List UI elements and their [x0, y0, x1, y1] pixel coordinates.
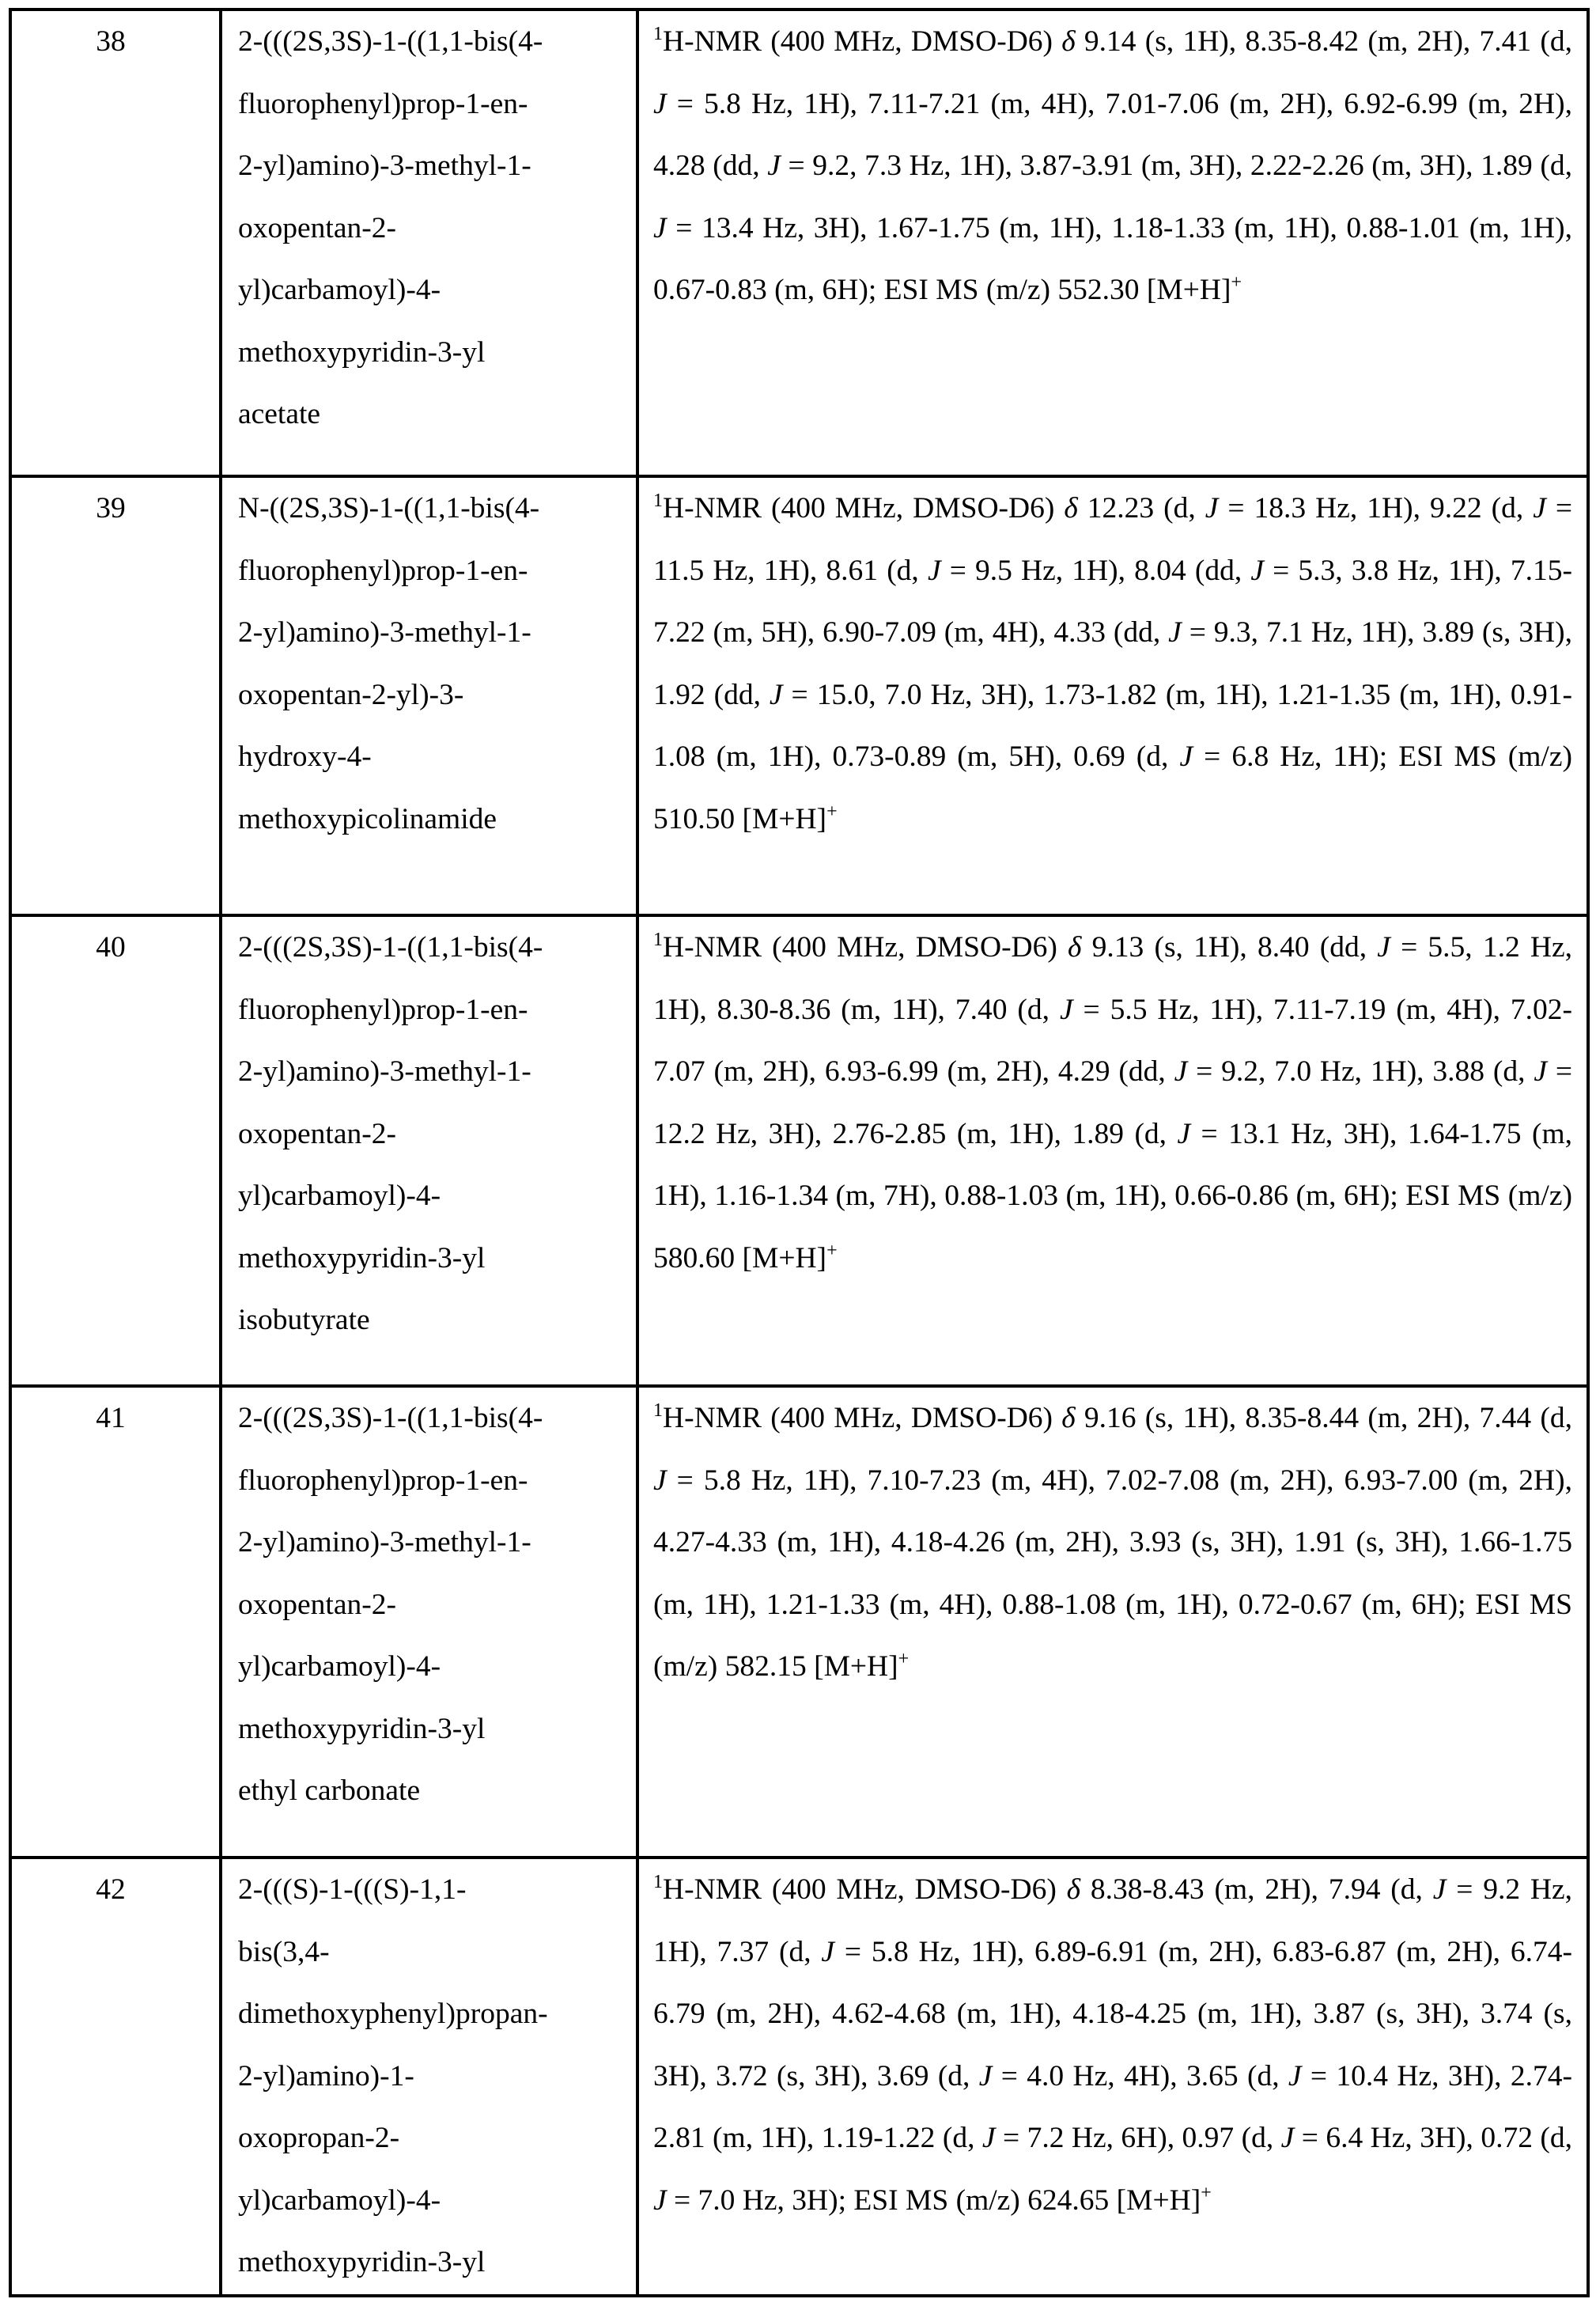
- compound-name-line: 2-yl)amino)-1-: [238, 2059, 414, 2092]
- compound-name-cell: [221, 9, 637, 476]
- compound-name-cell: [221, 1386, 637, 1858]
- coupling-constant-symbol: J: [1280, 2122, 1295, 2154]
- coupling-constant-symbol: J: [653, 211, 667, 244]
- compound-name-line: yl)carbamoyl)-4-: [238, 1180, 441, 1212]
- table-row: [10, 915, 1588, 1386]
- isotope-superscript: 1: [653, 24, 663, 44]
- coupling-constant-symbol: J: [767, 150, 781, 182]
- nmr-prefix: H-NMR (400 MHz, DMSO-D6): [663, 1873, 1067, 1906]
- compound-number: 38: [96, 25, 126, 58]
- nmr-ms-data-cell: [637, 9, 1588, 476]
- table-row: [10, 1858, 1588, 2296]
- compound-name-line: acetate: [238, 398, 321, 430]
- compound-name-line: hydroxy-4-: [238, 740, 372, 773]
- coupling-constant-symbol: J: [978, 2059, 993, 2092]
- compound-name-line: methoxypyridin-3-yl: [238, 335, 486, 369]
- coupling-constant-symbol: J: [1250, 554, 1264, 587]
- compound-number-cell: [10, 1386, 221, 1858]
- compound-name-line: 2-yl)amino)-3-methyl-1-: [238, 150, 531, 182]
- compound-name-line: 2-(((2S,3S)-1-((1,1-bis(4-: [238, 1402, 543, 1434]
- compound-name-line: oxopropan-2-: [238, 2122, 400, 2154]
- coupling-constant-symbol: J: [821, 1935, 835, 1968]
- nmr-ms-data-cell: [637, 476, 1588, 915]
- table-row: [10, 476, 1588, 915]
- compound-name-line: fluorophenyl)prop-1-en-: [238, 993, 528, 1026]
- coupling-constant-symbol: J: [769, 678, 783, 711]
- compound-name-line: methoxypyridin-3-yl: [238, 1241, 486, 1274]
- coupling-constant-symbol: J: [1059, 993, 1073, 1026]
- charge-superscript: +: [1201, 2182, 1212, 2203]
- coupling-constant-symbol: J: [1432, 1873, 1447, 1906]
- coupling-constant-symbol: J: [1174, 1055, 1188, 1088]
- nmr-peaks: 8.38-8.43 (m, 2H), 7.94 (d, J = 9.2 Hz, 1H), 7.37 (d, J = 5.8 Hz, 1H), 6.89-6.91 (m, 2H), 6.83-6.87 (m, 2H), 6.74-6.79 (m, 2H), 4.62-4.68 (m, 1H), 4.18-4.25 (m, 1H), 3.87 (s, 3H), 3.74 (s, 3H), 3.72 (s, 3H), 3.69 (d, J = 4.0 Hz, 4H), 3.65 (d, J = 10.4 Hz, 3H), 2.74-2.81 (m, 1H), 1.19-1.22 (d, J = 7.2 Hz, 6H), 0.97 (d, J = 6.4 Hz, 3H), 0.72 (d, J = 7.0 Hz, 3H); ESI MS (m/z) 624.65 [M+H]: [653, 1873, 1573, 2217]
- nmr-prefix: H-NMR (400 MHz, DMSO-D6): [663, 1402, 1062, 1434]
- delta-symbol: δ: [1061, 25, 1076, 58]
- compound-number: 40: [96, 931, 126, 964]
- nmr-prefix: H-NMR (400 MHz, DMSO-D6): [663, 25, 1062, 58]
- charge-superscript: +: [826, 1240, 838, 1261]
- compound-name-line: 2-(((S)-1-(((S)-1,1-: [238, 1873, 467, 1906]
- compound-name-line: methoxypicolinamide: [238, 802, 497, 835]
- coupling-constant-symbol: J: [927, 554, 941, 587]
- compound-name-line: 2-(((2S,3S)-1-((1,1-bis(4-: [238, 931, 543, 964]
- compound-name-line: isobutyrate: [238, 1304, 370, 1336]
- compound-name-cell: [221, 476, 637, 915]
- table-row: [10, 1386, 1588, 1858]
- compound-name-line: 2-(((2S,3S)-1-((1,1-bis(4-: [238, 25, 543, 58]
- delta-symbol: δ: [1068, 931, 1082, 964]
- delta-symbol: δ: [1066, 1873, 1081, 1906]
- isotope-superscript: 1: [653, 930, 663, 950]
- coupling-constant-symbol: J: [1168, 616, 1182, 649]
- delta-symbol: δ: [1061, 1402, 1076, 1434]
- coupling-constant-symbol: J: [1377, 931, 1390, 964]
- compound-name-line: fluorophenyl)prop-1-en-: [238, 87, 528, 120]
- compound-name-line: methoxypyridin-3-yl: [238, 1712, 486, 1745]
- charge-superscript: +: [898, 1649, 910, 1669]
- nmr-peaks: 9.16 (s, 1H), 8.35-8.44 (m, 2H), 7.44 (d, J = 5.8 Hz, 1H), 7.10-7.23 (m, 4H), 7.02-7.08 (m, 2H), 6.93-7.00 (m, 2H), 4.27-4.33 (m, 1H), 4.18-4.26 (m, 2H), 3.93 (s, 3H), 1.91 (s, 3H), 1.66-1.75 (m, 1H), 1.21-1.33 (m, 4H), 0.88-1.08 (m, 1H), 0.72-0.67 (m, 6H); ESI MS (m/z) 582.15 [M+H]: [653, 1402, 1572, 1683]
- compound-name-line: yl)carbamoyl)-4-: [238, 274, 441, 306]
- compound-number-cell: [10, 1858, 221, 2296]
- compound-name-cell: [221, 1858, 637, 2296]
- compound-number: 39: [96, 492, 126, 525]
- compound-name-line: bis(3,4-: [238, 1935, 330, 1968]
- isotope-superscript: 1: [653, 490, 663, 511]
- charge-superscript: +: [826, 801, 838, 822]
- compound-name-line: yl)carbamoyl)-4-: [238, 1650, 441, 1683]
- compound-name-line: 2-yl)amino)-3-methyl-1-: [238, 1055, 531, 1088]
- coupling-constant-symbol: J: [1288, 2059, 1302, 2092]
- compound-name-line: oxopentan-2-: [238, 211, 396, 244]
- compound-name-line: yl)carbamoyl)-4-: [238, 2183, 441, 2217]
- charge-superscript: +: [1231, 272, 1242, 293]
- nmr-ms-data-cell: [637, 1386, 1588, 1858]
- coupling-constant-symbol: J: [1179, 740, 1193, 773]
- coupling-constant-symbol: J: [653, 2183, 667, 2217]
- coupling-constant-symbol: J: [1533, 492, 1546, 525]
- compound-name-line: fluorophenyl)prop-1-en-: [238, 554, 528, 587]
- coupling-constant-symbol: J: [653, 87, 667, 120]
- compound-name-line: 2-yl)amino)-3-methyl-1-: [238, 616, 531, 649]
- nmr-ms-data-cell: [637, 915, 1588, 1386]
- compound-name-line: fluorophenyl)prop-1-en-: [238, 1464, 528, 1497]
- compound-name-line: 2-yl)amino)-3-methyl-1-: [238, 1526, 531, 1558]
- compound-name-cell: [221, 915, 637, 1386]
- nmr-ms-data-cell: [637, 1858, 1588, 2296]
- compound-name-line: methoxypyridin-3-yl: [238, 2246, 486, 2278]
- compound-name-line: oxopentan-2-: [238, 1588, 396, 1621]
- nmr-prefix: H-NMR (400 MHz, DMSO-D6): [663, 492, 1065, 525]
- compound-number-cell: [10, 476, 221, 915]
- nmr-peaks: 12.23 (d, J = 18.3 Hz, 1H), 9.22 (d, J = 11.5 Hz, 1H), 8.61 (d, J = 9.5 Hz, 1H), 8.04 (dd, J = 5.3, 3.8 Hz, 1H), 7.15-7.22 (m, 5H), 6.90-7.09 (m, 4H), 4.33 (dd, J = 9.3, 7.1 Hz, 1H), 3.89 (s, 3H), 1.92 (dd, J = 15.0, 7.0 Hz, 3H), 1.73-1.82 (m, 1H), 1.21-1.35 (m, 1H), 0.91-1.08 (m, 1H), 0.73-0.89 (m, 5H), 0.69 (d, J = 6.8 Hz, 1H); ESI MS (m/z) 510.50 [M+H]: [653, 492, 1573, 835]
- coupling-constant-symbol: J: [653, 1464, 667, 1497]
- coupling-constant-symbol: J: [981, 2122, 996, 2154]
- nmr-prefix: H-NMR (400 MHz, DMSO-D6): [663, 931, 1068, 964]
- table-row: [10, 9, 1588, 476]
- compound-name-line: oxopentan-2-: [238, 1117, 396, 1150]
- compound-number: 42: [96, 1873, 126, 1906]
- isotope-superscript: 1: [653, 1400, 663, 1421]
- compound-name-line: oxopentan-2-yl)-3-: [238, 678, 464, 711]
- compound-number-cell: [10, 9, 221, 476]
- compound-name-line: dimethoxyphenyl)propan-: [238, 1998, 548, 2030]
- nmr-peaks: 9.14 (s, 1H), 8.35-8.42 (m, 2H), 7.41 (d, J = 5.8 Hz, 1H), 7.11-7.21 (m, 4H), 7.01-7.06 (m, 2H), 6.92-6.99 (m, 2H), 4.28 (dd, J = 9.2, 7.3 Hz, 1H), 3.87-3.91 (m, 3H), 2.22-2.26 (m, 3H), 1.89 (d, J = 13.4 Hz, 3H), 1.67-1.75 (m, 1H), 1.18-1.33 (m, 1H), 0.88-1.01 (m, 1H), 0.67-0.83 (m, 6H); ESI MS (m/z) 552.30 [M+H]: [653, 25, 1572, 306]
- isotope-superscript: 1: [653, 1872, 663, 1892]
- compound-name-line: ethyl carbonate: [238, 1774, 421, 1807]
- compound-characterization-table: [9, 8, 1590, 2297]
- coupling-constant-symbol: J: [1205, 492, 1219, 525]
- compound-number: 41: [96, 1402, 126, 1434]
- coupling-constant-symbol: J: [1534, 1055, 1547, 1088]
- compound-name-line: N-((2S,3S)-1-((1,1-bis(4-: [238, 492, 540, 525]
- delta-symbol: δ: [1064, 492, 1078, 525]
- coupling-constant-symbol: J: [1177, 1117, 1191, 1150]
- compound-number-cell: [10, 915, 221, 1386]
- nmr-peaks: 9.13 (s, 1H), 8.40 (dd, J = 5.5, 1.2 Hz, 1H), 8.30-8.36 (m, 1H), 7.40 (d, J = 5.5 Hz, 1H), 7.11-7.19 (m, 4H), 7.02-7.07 (m, 2H), 6.93-6.99 (m, 2H), 4.29 (dd, J = 9.2, 7.0 Hz, 1H), 3.88 (d, J = 12.2 Hz, 3H), 2.76-2.85 (m, 1H), 1.89 (d, J = 13.1 Hz, 3H), 1.64-1.75 (m, 1H), 1.16-1.34 (m, 7H), 0.88-1.03 (m, 1H), 0.66-0.86 (m, 6H); ESI MS (m/z) 580.60 [M+H]: [653, 931, 1572, 1274]
